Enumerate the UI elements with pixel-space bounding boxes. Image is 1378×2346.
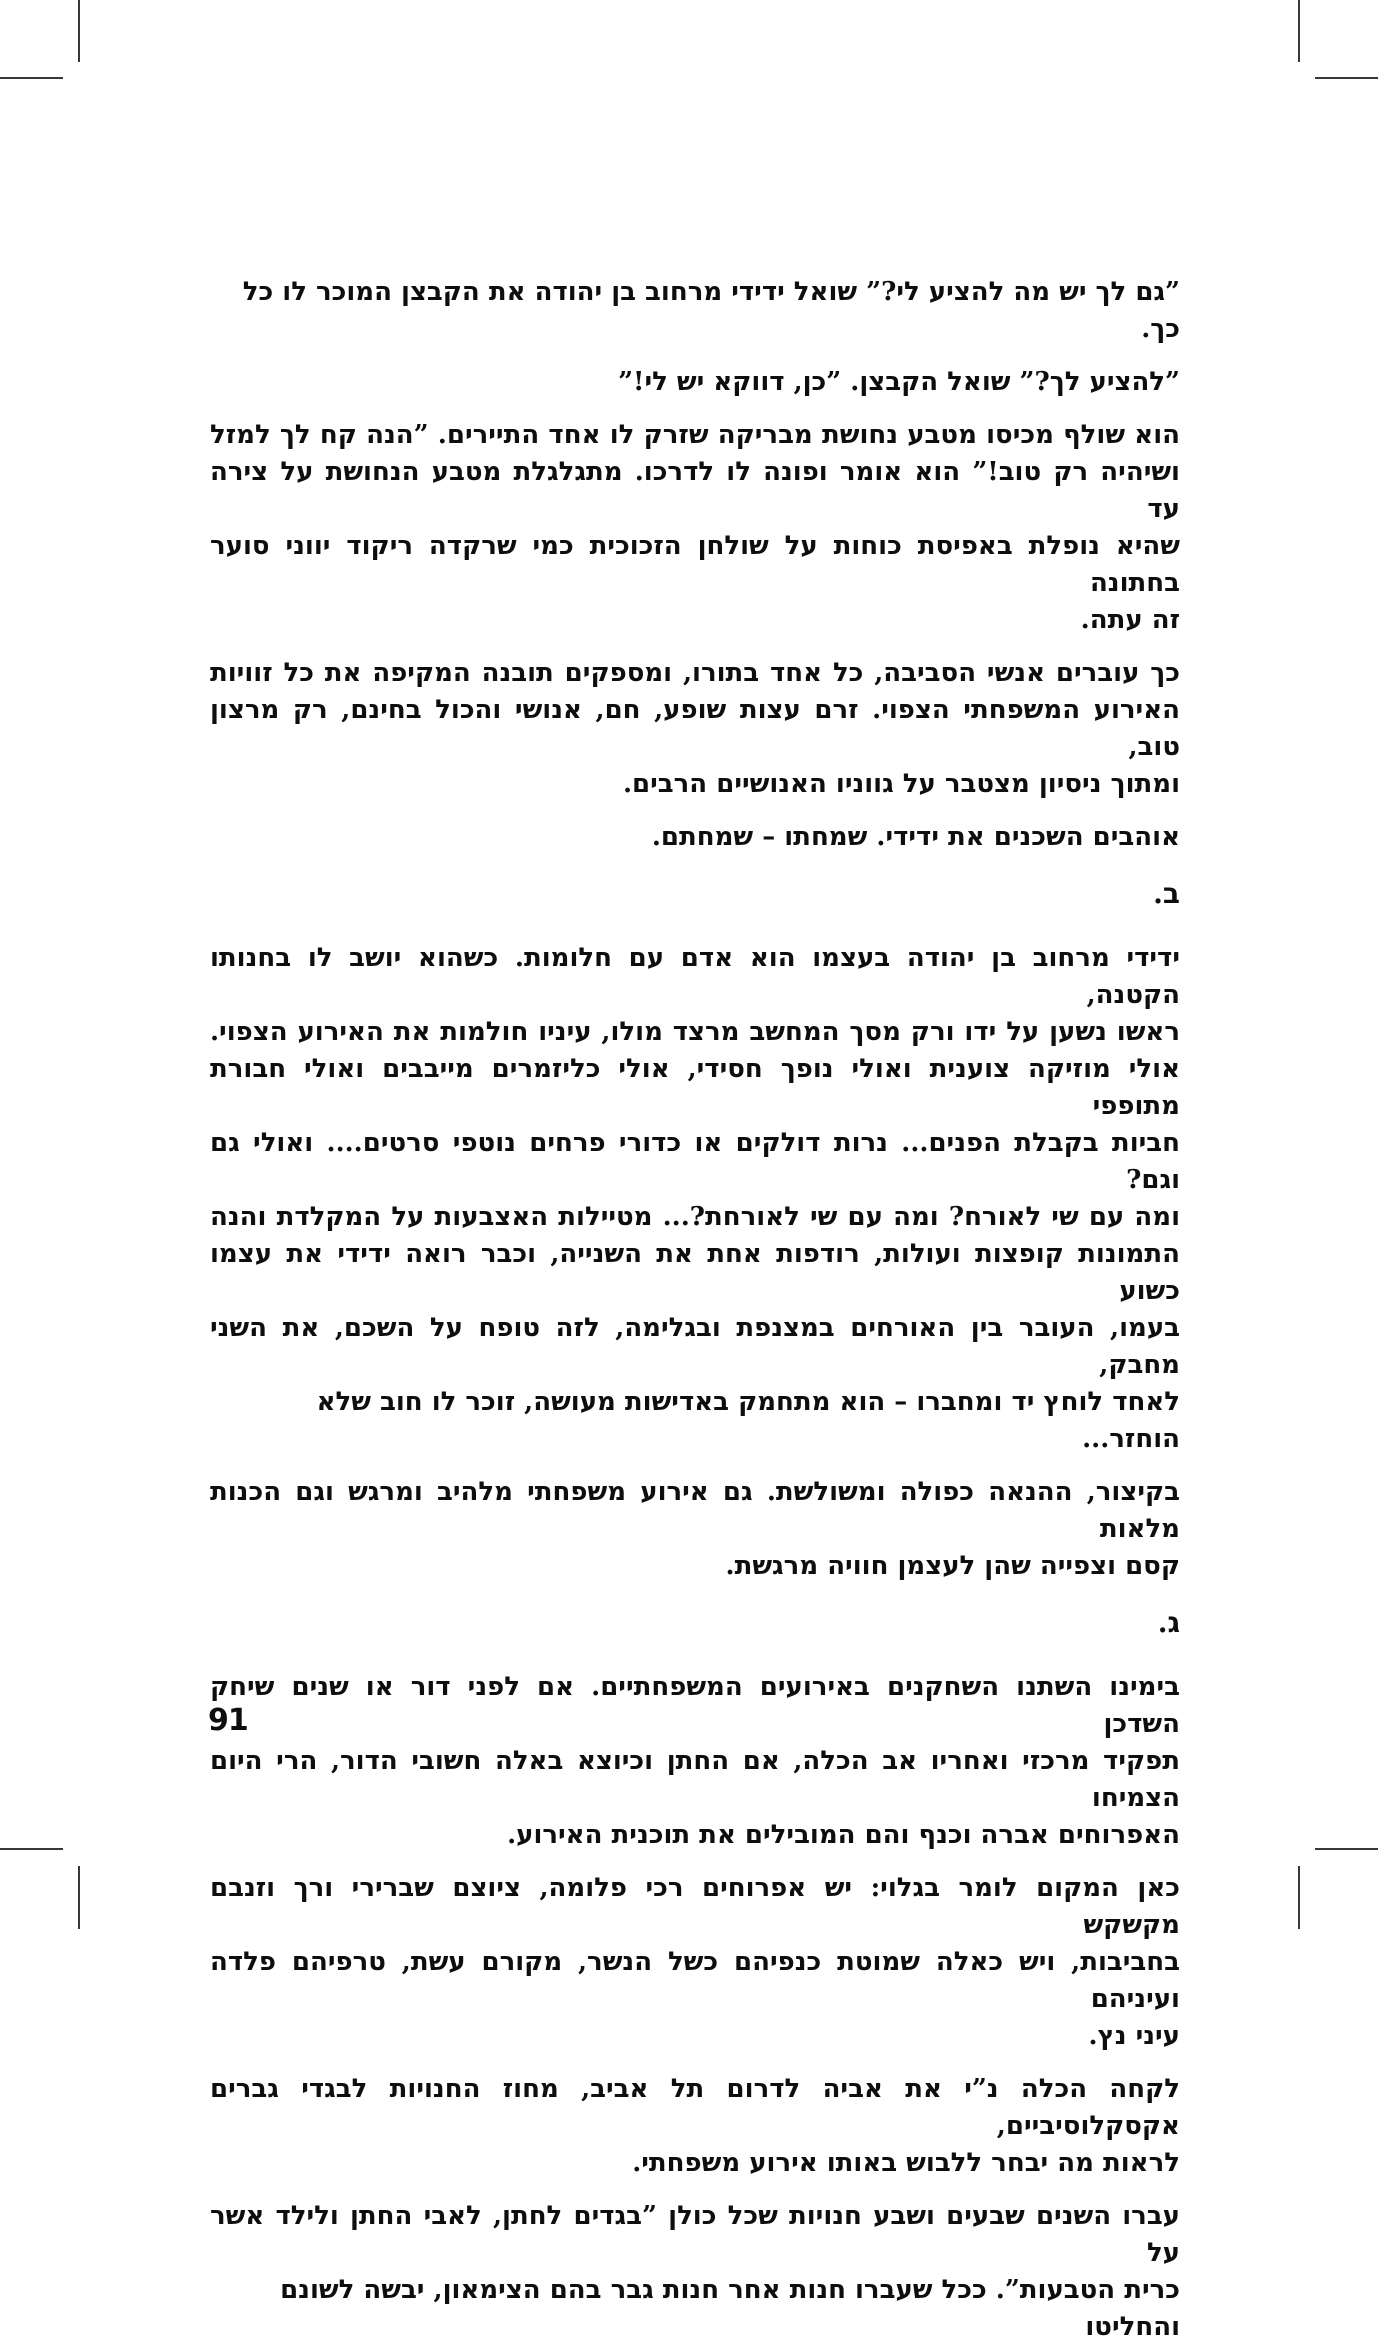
text-line: בחביבות, ויש כאלה שמוטת כנפיהם כשל הנשר, מקורם עשת, טרפיהם פלדה ועיניהם: [210, 1947, 1180, 2014]
text-line: בימינו השתנו השחקנים באירועים המשפחתיים. אם לפני דור או שנים שיחק השדכן: [210, 1672, 1180, 1739]
text-line: לקחה הכלה נ”י את אביה לדרום תל אביב, מחוז החנויות לבגדי גברים אקסקלוסיביים,: [210, 2074, 1180, 2141]
text-line: זה עתה.: [1080, 605, 1180, 635]
text-line: תפקיד מרכזי ואחריו אב הכלה, אם החתן וכיוצא באלה חשובי הדור, הרי היום הצמיחו: [210, 1746, 1180, 1813]
text-line: אוהבים השכנים את ידידי. שמחתו – שמחתם.: [651, 822, 1180, 852]
paragraph: [210, 2071, 1180, 2182]
text-line: התמונות קופצות ועולות, רודפות אחת את השנייה, וכבר רואה ידידי את עצמו כשוע: [210, 1239, 1180, 1306]
paragraph: [210, 1870, 1180, 2055]
text-line: עברו השנים שבעים ושבע חנויות שכל כולן ”בגדים לחתן, לאבי החתן ולילד אשר על: [210, 2201, 1180, 2268]
paragraph: [210, 364, 1180, 401]
text-block: [210, 274, 1180, 2346]
crop-mark-bottom-right-horizontal: [1315, 1848, 1378, 1850]
text-line: שהיא נופלת באפיסת כוחות על שולחן הזכוכית כמי שרקדה ריקוד יווני סוער בחתונה: [210, 531, 1180, 598]
paragraph: [210, 1474, 1180, 1585]
section-heading: ג.: [1157, 1606, 1180, 1639]
text-line: ומה עם שי לאורח? ומה עם שי לאורחת?... מטיילות האצבעות על המקלדת והנה: [210, 1202, 1180, 1232]
text-line: אולי מוזיקה צוענית ואולי נופך חסידי, אולי כליזמרים מייבבים ואולי חבורת מתופפי: [210, 1054, 1180, 1121]
page-number: 91: [208, 1703, 248, 1738]
text-line: ידידי מרחוב בן יהודה בעצמו הוא אדם עם חלומות. כשהוא יושב לו בחנותו הקטנה,: [210, 943, 1180, 1010]
text-line: כך עוברים אנשי הסביבה, כל אחד בתורו, ומספקים תובנה המקיפה את כל זוויות: [210, 658, 1180, 688]
crop-mark-top-right-vertical: [1298, 0, 1300, 62]
section-heading: ב.: [1153, 877, 1180, 910]
paragraph: [210, 819, 1180, 856]
text-line: ”גם לך יש מה להציע לי?” שואל ידידי מרחוב בן יהודה את הקבצן המוכר לו כל כך.: [242, 277, 1180, 344]
paragraph: [210, 417, 1180, 639]
text-line: ראשו נשען על ידו ורק מסך המחשב מרצד מולו, עיניו חולמות את האירוע הצפוי.: [210, 1017, 1180, 1047]
paragraph: [210, 2198, 1180, 2346]
text-line: בעמו, העובר בין האורחים במצנפת ובגלימה, לזה טופח על השכם, את השני מחבק,: [210, 1313, 1180, 1380]
text-line: כרית הטבעות”. ככל שעברו חנות אחר חנות גבר בהם הצימאון, יבשה לשונם והחליטו: [280, 2275, 1180, 2342]
paragraph: [210, 655, 1180, 803]
crop-mark-bottom-left-horizontal: [0, 1848, 63, 1850]
paragraph: [210, 274, 1180, 348]
text-line: לראות מה יבחר ללבוש באותו אירוע משפחתי.: [632, 2148, 1180, 2178]
text-line: לאחד לוחץ יד ומחברו – הוא מתחמק באדישות מעושה, זוכר לו חוב שלא הוחזר...: [316, 1387, 1180, 1454]
crop-mark-bottom-right-vertical: [1298, 1866, 1300, 1929]
paragraph: [210, 1669, 1180, 1854]
text-line: הוא שולף מכיסו מטבע נחושת מבריקה שזרק לו אחד התיירים. ”הנה קח לך למזל: [210, 420, 1180, 450]
text-line: האירוע המשפחתי הצפוי. זרם עצות שופע, חם, אנושי והכול בחינם, רק מרצון טוב,: [210, 695, 1180, 762]
text-line: חביות בקבלת הפנים... נרות דולקים או כדורי פרחים נוטפי סרטים.... ואולי גם וגם?: [210, 1128, 1180, 1195]
text-line: עיני נץ.: [1088, 2021, 1180, 2051]
text-line: ושיהיה רק טוב!” הוא אומר ופונה לו לדרכו. מתגלגלת מטבע הנחושת על צירה עד: [210, 457, 1180, 524]
text-line: קסם וצפייה שהן לעצמן חוויה מרגשת.: [725, 1551, 1180, 1581]
text-line: כאן המקום לומר בגלוי: יש אפרוחים רכי פלומה, ציוצם שברירי ורך וזנבם מקשקש: [210, 1873, 1180, 1940]
text-line: בקיצור, ההנאה כפולה ומשולשת. גם אירוע משפחתי מלהיב ומרגש וגם הכנות מלאות: [210, 1477, 1180, 1544]
crop-mark-top-left-horizontal: [0, 77, 63, 79]
paragraph: [210, 940, 1180, 1458]
crop-mark-top-left-vertical: [78, 0, 80, 62]
text-line: האפרוחים אברה וכנף והם המובילים את תוכנית האירוע.: [507, 1820, 1180, 1850]
text-line: ”להציע לך?” שואל הקבצן. ”כן, דווקא יש לי!”: [618, 367, 1180, 397]
crop-mark-top-right-horizontal: [1315, 77, 1378, 79]
text-line: ומתוך ניסיון מצטבר על גווניו האנושיים הרבים.: [622, 769, 1180, 799]
crop-mark-bottom-left-vertical: [78, 1866, 80, 1929]
